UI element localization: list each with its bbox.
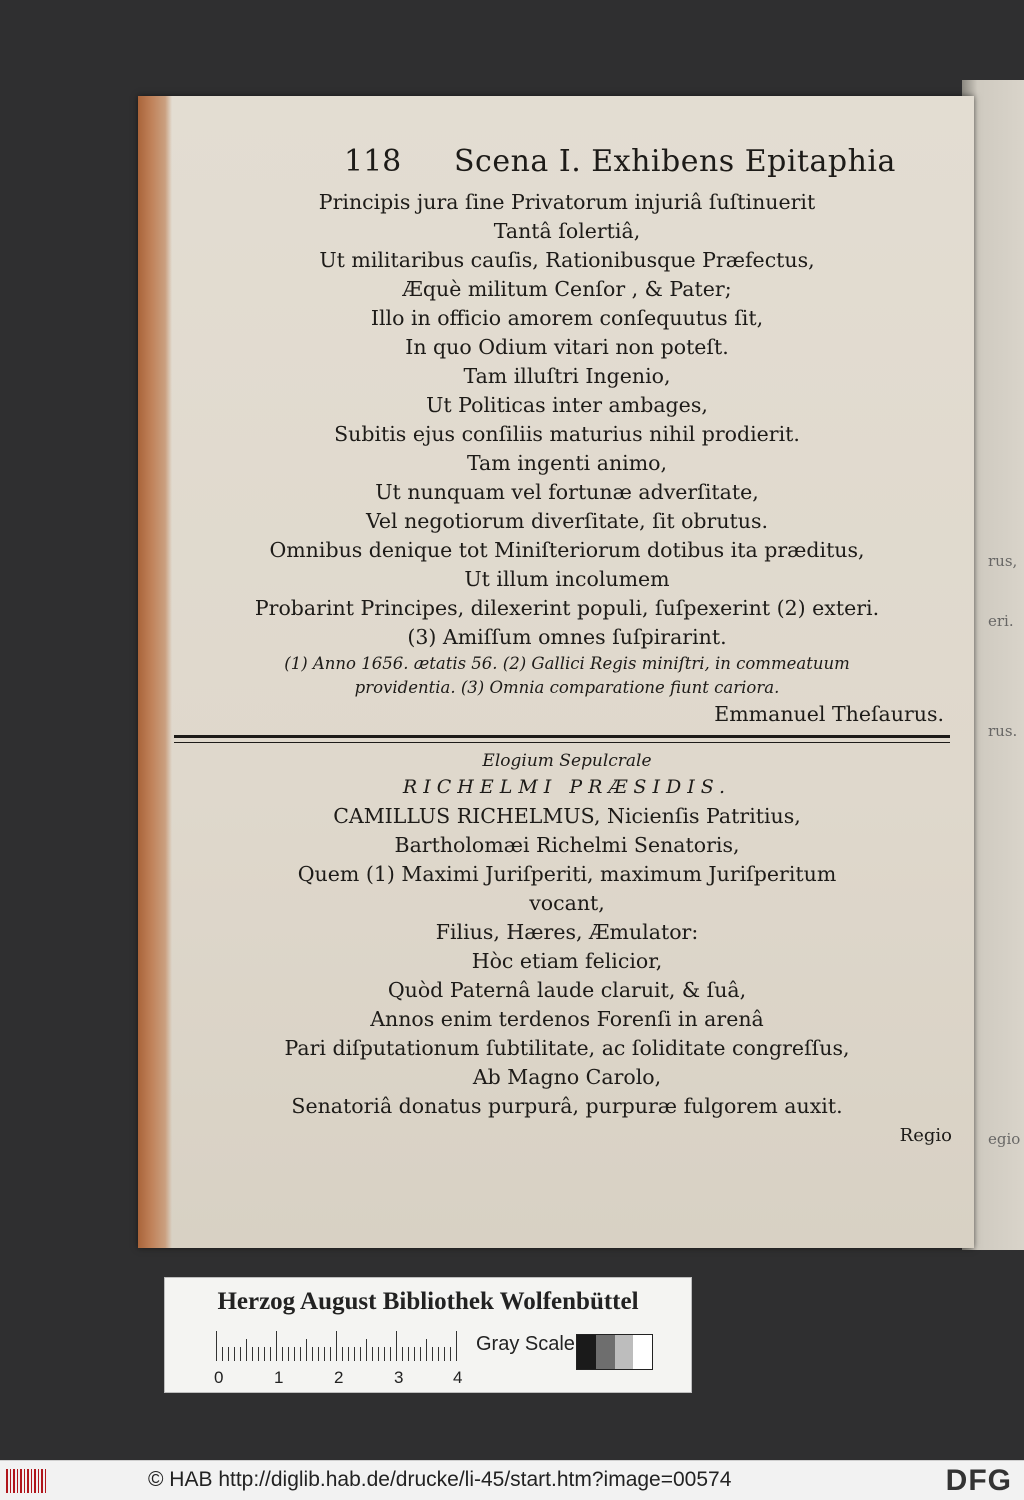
ruler-tick <box>342 1347 343 1361</box>
ruler-number: 2 <box>334 1368 344 1387</box>
ruler-tick <box>294 1347 295 1361</box>
ruler-tick <box>450 1347 451 1361</box>
ruler-tick <box>396 1331 397 1361</box>
ruler-tick <box>282 1347 283 1361</box>
ruler-tick <box>312 1347 313 1361</box>
ruler-tick <box>324 1347 325 1361</box>
gray-swatch <box>633 1335 652 1369</box>
epitaph-author: Emmanuel Theſaurus. <box>714 702 944 726</box>
section-divider <box>174 735 950 738</box>
epitaph-line: Ut militaribus cauſis, Rationibusque Præfectus, <box>319 248 815 272</box>
page-header <box>172 140 962 188</box>
facing-page-bleed-text: rus, <box>988 552 1018 570</box>
facing-page-bleed-text: egio <box>988 1130 1021 1148</box>
ruler-tick <box>444 1347 445 1361</box>
epitaph-line: Ut illum incolumem <box>464 567 670 591</box>
epitaph-line: Pari diſputationum ſubtilitate, ac ſoliditate congreſſus, <box>284 1036 850 1060</box>
epitaph-line: Senatoriâ donatus purpurâ, purpuræ fulgorem auxit. <box>291 1094 843 1118</box>
epitaph-line: Bartholomæi Richelmi Senatoris, <box>394 833 740 857</box>
epitaph-line: Principis jura ſine Privatorum injuriâ ſuſtinuerit <box>318 190 816 214</box>
epitaph-line: Quem (1) Maximi Juriſperiti, maximum Juriſperitum <box>297 862 837 886</box>
ruler-tick <box>390 1347 391 1361</box>
ruler-tick <box>264 1347 265 1361</box>
catchword: Regio <box>899 1125 952 1146</box>
epitaph-subject: RICHELMI PRÆSIDIS. <box>402 776 732 798</box>
epitaph-line: Filius, Hæres, Æmulator: <box>435 920 699 944</box>
epitaph-line: (3) Amiſſum omnes ſuſpirarint. <box>407 625 727 649</box>
epitaph-line: Tantâ ſolertiâ, <box>493 219 641 243</box>
epitaph-line: Probarint Principes, dilexerint populi, ſuſpexerint (2) exteri. <box>254 596 880 620</box>
epitaph-1 <box>172 188 962 729</box>
ruler-number: 0 <box>214 1368 224 1387</box>
ruler-tick <box>456 1331 457 1361</box>
epitaph-line: Tam ingenti animo, <box>466 451 668 475</box>
ruler-tick <box>378 1347 379 1361</box>
ruler-tick <box>360 1347 361 1361</box>
section-divider-thin <box>174 742 950 743</box>
ruler-tick <box>366 1339 367 1361</box>
ruler-tick <box>372 1347 373 1361</box>
epitaph-line: Ut Politicas inter ambages, <box>426 393 708 417</box>
epitaph-line: Annos enim terdenos Forenſi in arenâ <box>370 1007 764 1031</box>
epitaph-line: In quo Odium vitari non poteſt. <box>405 335 729 359</box>
ruler-tick <box>336 1331 337 1361</box>
ruler-tick <box>240 1347 241 1361</box>
ruler-number: 4 <box>453 1368 463 1387</box>
page-number: 118 <box>344 144 402 179</box>
ruler-tick <box>402 1347 403 1361</box>
measurement-ruler <box>216 1331 464 1361</box>
ruler-tick <box>408 1347 409 1361</box>
ruler-tick <box>426 1339 427 1361</box>
ruler-tick <box>348 1347 349 1361</box>
ruler-number: 3 <box>394 1368 404 1387</box>
epitaph-line: Omnibus denique tot Miniſteriorum dotibus ita præditus, <box>269 538 865 562</box>
ruler-tick <box>228 1347 229 1361</box>
library-name: Herzog August Bibliothek Wolfenbüttel <box>217 1288 639 1315</box>
page-text <box>172 140 962 1150</box>
gray-swatch <box>596 1335 615 1369</box>
ruler-tick <box>276 1331 277 1361</box>
epitaph-line: Illo in officio amorem conſequutus ſit, <box>370 306 764 330</box>
ruler-tick <box>438 1347 439 1361</box>
ruler-tick <box>300 1347 301 1361</box>
footer-bar <box>0 1460 1024 1500</box>
barcode-icon <box>6 1469 46 1493</box>
ruler-tick <box>246 1339 247 1361</box>
ruler-number: 1 <box>274 1368 284 1387</box>
ruler-tick <box>330 1347 331 1361</box>
facing-page-bleed-text: eri. <box>988 612 1014 630</box>
epitaph-line: vocant, <box>529 891 605 915</box>
footnote-line: providentia. (3) Omnia comparatione fiunt cariora. <box>354 678 780 697</box>
epitaph-line: CAMILLUS RICHELMUS, Nicienſis Patritius, <box>333 804 801 828</box>
epitaph-line: Quòd Paternâ laude claruit, & ſuâ, <box>387 978 747 1002</box>
ruler-tick <box>432 1347 433 1361</box>
ruler-tick <box>258 1347 259 1361</box>
gray-swatch <box>577 1335 596 1369</box>
epitaph-heading: Elogium Sepulcrale <box>482 751 652 771</box>
dfg-logo: DFG <box>945 1464 1012 1497</box>
ruler-tick <box>252 1347 253 1361</box>
ruler-tick <box>306 1339 307 1361</box>
page-edge <box>138 96 172 1248</box>
gray-scale-label: Gray Scale <box>476 1333 575 1355</box>
gray-swatch <box>615 1335 634 1369</box>
epitaph-line: Ut nunquam vel fortunæ adverſitate, <box>375 480 759 504</box>
ruler-tick <box>288 1347 289 1361</box>
gray-scale-swatches <box>576 1334 653 1370</box>
epitaph-line: Ab Magno Carolo, <box>472 1065 662 1089</box>
ruler-tick <box>354 1347 355 1361</box>
ruler-tick <box>420 1347 421 1361</box>
epitaph-line: Hòc etiam felicior, <box>471 949 663 973</box>
copyright-link[interactable]: © HAB http://diglib.hab.de/drucke/li-45/start.htm?image=00574 <box>148 1468 732 1491</box>
running-title: Scena I. Exhibens Epitaphia <box>454 144 896 179</box>
ruler-tick <box>270 1347 271 1361</box>
epitaph-2 <box>172 749 962 1150</box>
epitaph-line: Subitis ejus conſiliis maturius nihil prodierit. <box>334 422 800 446</box>
ruler-tick <box>384 1347 385 1361</box>
ruler-tick <box>234 1347 235 1361</box>
epitaph-line: Vel negotiorum diverſitate, ſit obrutus. <box>365 509 769 533</box>
facing-page-bleed-text: rus. <box>988 722 1018 740</box>
ruler-tick <box>222 1347 223 1361</box>
ruler-tick <box>216 1331 217 1361</box>
ruler-tick <box>318 1347 319 1361</box>
footnote-line: (1) Anno 1656. ætatis 56. (2) Gallici Regis miniſtri, in commeatuum <box>284 654 850 673</box>
ruler-tick <box>414 1347 415 1361</box>
epitaph-line: Æquè militum Cenſor , & Pater; <box>402 277 732 301</box>
epitaph-line: Tam illuſtri Ingenio, <box>463 364 671 388</box>
